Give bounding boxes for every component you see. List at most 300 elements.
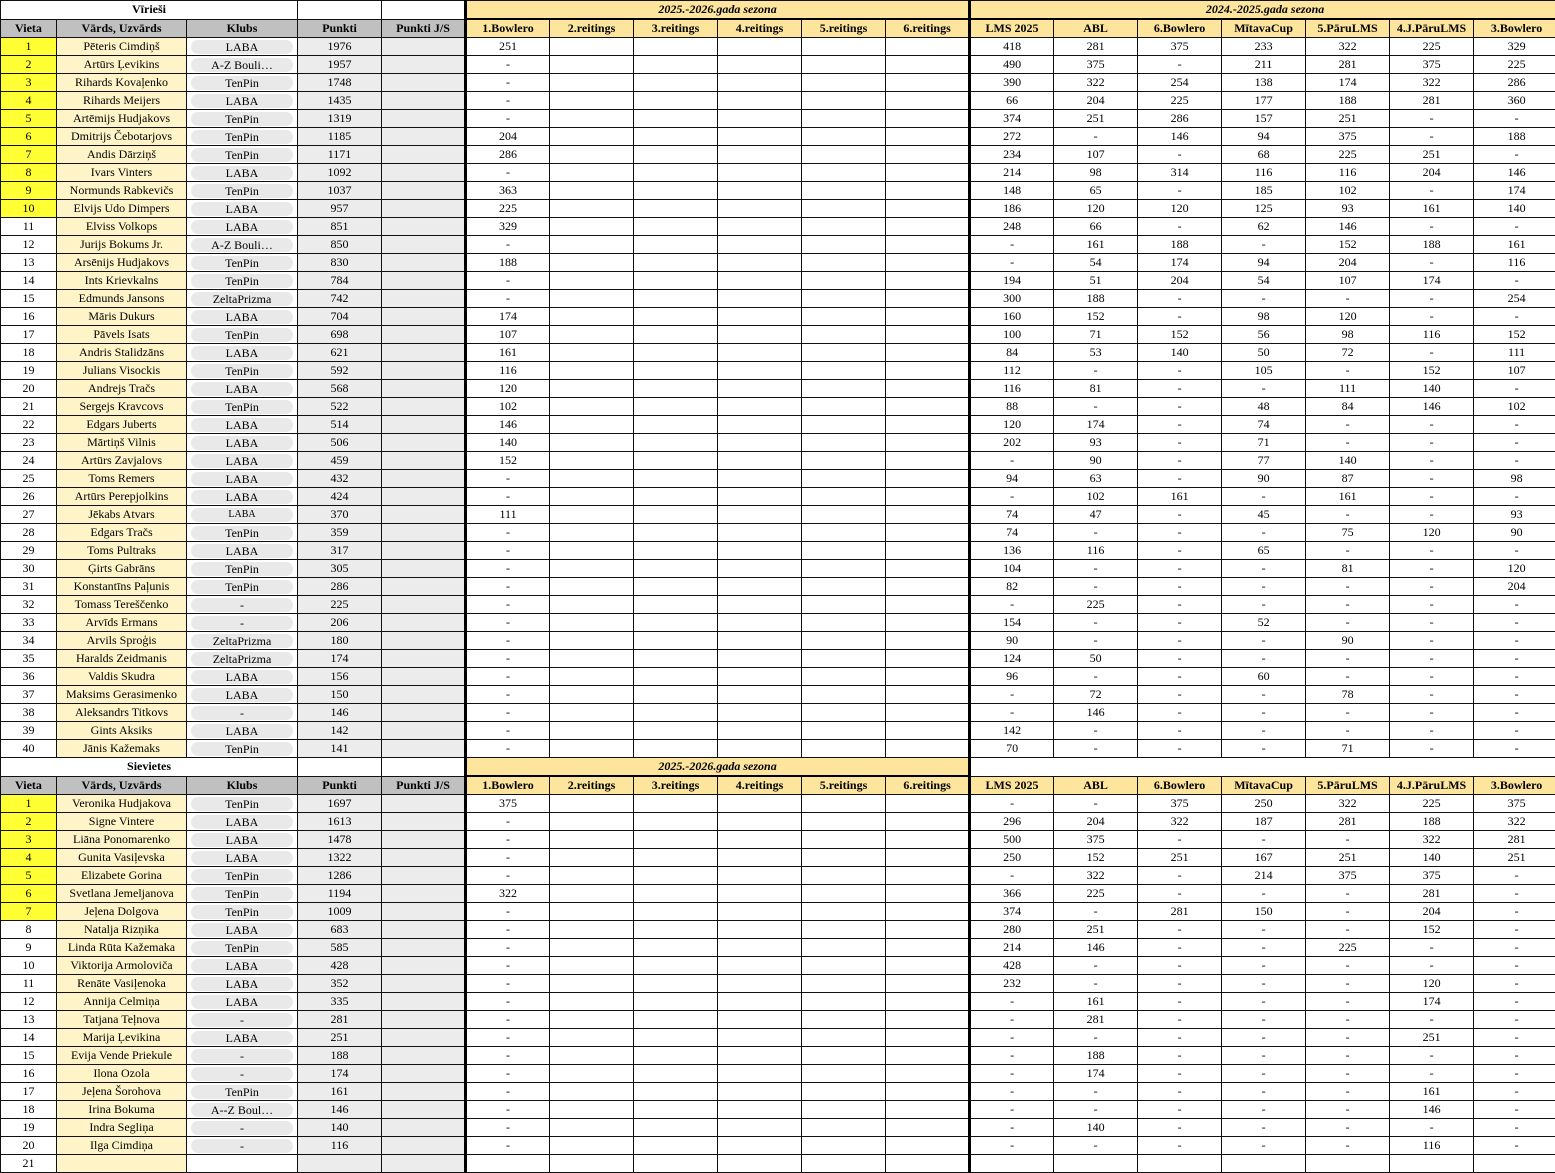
club-badge: LABA — [191, 851, 293, 865]
rank-cell: 19 — [1, 362, 57, 380]
event-score-cell — [802, 38, 886, 56]
event-score-cell: 87 — [1306, 470, 1390, 488]
event-score-cell: - — [1390, 957, 1474, 975]
event-score-cell — [550, 110, 634, 128]
event-score-cell: 152 — [1390, 921, 1474, 939]
player-name-cell: Indra Segliņa — [57, 1119, 187, 1137]
event-score-cell: 90 — [1474, 524, 1555, 542]
event-score-cell: - — [1306, 506, 1390, 524]
event-score-cell: - — [1222, 524, 1306, 542]
event-score-cell: - — [1306, 1083, 1390, 1101]
event-score-cell — [886, 524, 970, 542]
event-score-cell — [802, 344, 886, 362]
event-score-cell — [550, 614, 634, 632]
event-score-cell: 375 — [466, 795, 550, 813]
event-score-cell: - — [466, 686, 550, 704]
player-name-cell: Natalja Rizņika — [57, 921, 187, 939]
column-header: Vārds, Uzvārds — [57, 776, 187, 795]
event-score-cell: 90 — [1054, 452, 1138, 470]
club-badge: LABA — [191, 1031, 293, 1045]
event-score-cell — [634, 596, 718, 614]
event-score-cell — [1054, 1155, 1138, 1173]
event-score-cell: 47 — [1054, 506, 1138, 524]
event-score-cell: - — [1390, 308, 1474, 326]
event-score-cell — [718, 686, 802, 704]
event-score-cell — [550, 921, 634, 939]
event-score-cell: 375 — [1474, 795, 1555, 813]
player-name-cell: Ints Krievkalns — [57, 272, 187, 290]
points-js-cell — [382, 1083, 466, 1101]
event-score-cell: 74 — [1222, 416, 1306, 434]
event-score-cell: - — [1138, 380, 1222, 398]
event-score-cell — [802, 867, 886, 885]
event-score-cell: - — [1390, 1119, 1474, 1137]
club-badge: TenPin — [191, 76, 293, 90]
event-score-cell: - — [1474, 488, 1555, 506]
player-name-cell: Renāte Vasiļenoka — [57, 975, 187, 993]
event-score-cell — [718, 849, 802, 867]
event-score-cell — [718, 542, 802, 560]
club-badge: LABA — [191, 490, 293, 504]
event-score-cell — [718, 921, 802, 939]
event-score-cell: 157 — [1222, 110, 1306, 128]
event-score-cell: 111 — [1306, 380, 1390, 398]
player-name-cell — [57, 1155, 187, 1173]
event-score-cell: 140 — [466, 434, 550, 452]
rank-cell: 38 — [1, 704, 57, 722]
points-cell: 370 — [298, 506, 382, 524]
event-score-cell: 107 — [1054, 146, 1138, 164]
column-header: MītavaCup — [1222, 776, 1306, 795]
event-score-cell — [886, 975, 970, 993]
event-score-cell: 204 — [1138, 272, 1222, 290]
event-score-cell: - — [1474, 272, 1555, 290]
event-score-cell: 94 — [970, 470, 1054, 488]
event-score-cell — [634, 740, 718, 758]
event-score-cell: - — [1390, 722, 1474, 740]
event-score-cell: 146 — [1474, 164, 1555, 182]
club-badge: - — [191, 706, 293, 720]
player-name-cell: Konstantīns Paļunis — [57, 578, 187, 596]
event-score-cell — [886, 1029, 970, 1047]
player-name-cell: Andrejs Tračs — [57, 380, 187, 398]
table-row — [1, 614, 1555, 632]
event-score-cell: 98 — [1474, 470, 1555, 488]
points-js-cell — [382, 957, 466, 975]
points-cell: 1185 — [298, 128, 382, 146]
event-score-cell — [718, 578, 802, 596]
event-score-cell — [634, 957, 718, 975]
event-score-cell: - — [466, 524, 550, 542]
club-cell — [187, 398, 298, 416]
event-score-cell — [550, 578, 634, 596]
event-score-cell: 140 — [1390, 380, 1474, 398]
event-score-cell — [718, 74, 802, 92]
event-score-cell: - — [1390, 128, 1474, 146]
event-score-cell: 418 — [970, 38, 1054, 56]
club-cell — [187, 849, 298, 867]
event-score-cell: 194 — [970, 272, 1054, 290]
player-name-cell: Maksims Gerasimenko — [57, 686, 187, 704]
event-score-cell: 120 — [1138, 200, 1222, 218]
event-score-cell: - — [1138, 560, 1222, 578]
event-score-cell — [634, 1083, 718, 1101]
rank-cell: 30 — [1, 560, 57, 578]
points-cell: 698 — [298, 326, 382, 344]
club-cell — [187, 614, 298, 632]
event-score-cell — [718, 308, 802, 326]
event-score-cell: 225 — [1138, 92, 1222, 110]
table-row — [1, 704, 1555, 722]
event-score-cell: 75 — [1306, 524, 1390, 542]
event-score-cell: 251 — [1054, 110, 1138, 128]
women-title-row — [1, 758, 1555, 777]
event-score-cell — [550, 290, 634, 308]
event-score-cell: - — [466, 56, 550, 74]
club-cell — [187, 92, 298, 110]
player-name-cell: Tatjana Teļnova — [57, 1011, 187, 1029]
event-score-cell: - — [466, 92, 550, 110]
event-score-cell: - — [466, 596, 550, 614]
event-score-cell: 100 — [970, 326, 1054, 344]
event-score-cell — [550, 704, 634, 722]
event-score-cell: 214 — [1222, 867, 1306, 885]
event-score-cell — [718, 975, 802, 993]
event-score-cell — [886, 416, 970, 434]
points-cell: 352 — [298, 975, 382, 993]
event-score-cell: - — [970, 795, 1054, 813]
table-row — [1, 506, 1555, 524]
event-score-cell: - — [1390, 614, 1474, 632]
club-cell — [187, 542, 298, 560]
event-score-cell — [886, 614, 970, 632]
event-score-cell — [550, 542, 634, 560]
points-js-cell — [382, 542, 466, 560]
event-score-cell — [802, 236, 886, 254]
event-score-cell: 102 — [1474, 398, 1555, 416]
event-score-cell: - — [1390, 110, 1474, 128]
event-score-cell: 65 — [1222, 542, 1306, 560]
club-badge: TenPin — [191, 364, 293, 378]
event-score-cell: 98 — [1222, 308, 1306, 326]
event-score-cell — [886, 740, 970, 758]
event-score-cell: - — [1138, 506, 1222, 524]
event-score-cell — [886, 1047, 970, 1065]
event-score-cell: - — [1474, 650, 1555, 668]
event-score-cell — [718, 614, 802, 632]
event-score-cell: - — [466, 272, 550, 290]
event-score-cell — [802, 885, 886, 903]
event-score-cell: 188 — [1474, 128, 1555, 146]
blank-cell — [382, 1, 466, 20]
points-js-cell — [382, 524, 466, 542]
points-cell: 335 — [298, 993, 382, 1011]
event-score-cell: 50 — [1222, 344, 1306, 362]
rank-cell: 25 — [1, 470, 57, 488]
points-js-cell — [382, 668, 466, 686]
event-score-cell: - — [1474, 452, 1555, 470]
event-score-cell: 374 — [970, 110, 1054, 128]
event-score-cell: - — [1138, 416, 1222, 434]
event-score-cell — [718, 903, 802, 921]
event-score-cell — [718, 650, 802, 668]
event-score-cell: 50 — [1054, 650, 1138, 668]
event-score-cell: 188 — [1054, 290, 1138, 308]
event-score-cell: 54 — [1222, 272, 1306, 290]
event-score-cell — [718, 1011, 802, 1029]
points-js-cell — [382, 434, 466, 452]
event-score-cell: 375 — [1138, 795, 1222, 813]
event-score-cell: - — [466, 1065, 550, 1083]
table-row — [1, 957, 1555, 975]
event-score-cell: - — [1474, 614, 1555, 632]
player-name-cell: Toms Pultraks — [57, 542, 187, 560]
event-score-cell: - — [1054, 1029, 1138, 1047]
event-score-cell — [718, 1137, 802, 1155]
event-score-cell: 251 — [1306, 849, 1390, 867]
event-score-cell: 116 — [1306, 164, 1390, 182]
event-score-cell: - — [1138, 308, 1222, 326]
event-score-cell — [634, 182, 718, 200]
points-js-cell — [382, 1137, 466, 1155]
event-score-cell: - — [1138, 686, 1222, 704]
event-score-cell — [634, 1119, 718, 1137]
event-score-cell: 161 — [1138, 488, 1222, 506]
column-header: Punkti J/S — [382, 19, 466, 38]
event-score-cell — [634, 650, 718, 668]
event-score-cell: 251 — [1138, 849, 1222, 867]
event-score-cell: - — [1474, 1029, 1555, 1047]
points-js-cell — [382, 128, 466, 146]
club-badge: LABA — [191, 310, 293, 324]
event-score-cell: - — [1222, 1119, 1306, 1137]
event-score-cell: - — [1138, 452, 1222, 470]
table-row — [1, 200, 1555, 218]
event-score-cell — [886, 146, 970, 164]
event-score-cell — [802, 470, 886, 488]
player-name-cell: Edgars Juberts — [57, 416, 187, 434]
rank-cell: 12 — [1, 993, 57, 1011]
event-score-cell — [1474, 1155, 1555, 1173]
points-cell: 592 — [298, 362, 382, 380]
event-score-cell — [718, 1083, 802, 1101]
club-badge: LABA — [191, 670, 293, 684]
event-score-cell: - — [1138, 1137, 1222, 1155]
event-score-cell — [886, 650, 970, 668]
club-cell — [187, 200, 298, 218]
event-score-cell: - — [1222, 939, 1306, 957]
points-js-cell — [382, 200, 466, 218]
event-score-cell: 177 — [1222, 92, 1306, 110]
club-cell — [187, 560, 298, 578]
table-row — [1, 1011, 1555, 1029]
event-score-cell: 281 — [1474, 831, 1555, 849]
event-score-cell — [886, 290, 970, 308]
event-score-cell: 281 — [1390, 885, 1474, 903]
event-score-cell: 281 — [1054, 1011, 1138, 1029]
event-score-cell: 374 — [970, 903, 1054, 921]
event-score-cell — [886, 795, 970, 813]
event-score-cell: - — [1222, 831, 1306, 849]
event-score-cell: - — [1138, 993, 1222, 1011]
event-score-cell — [718, 885, 802, 903]
club-badge: ZeltaPrizma — [191, 634, 293, 648]
table-row — [1, 1029, 1555, 1047]
event-score-cell — [802, 975, 886, 993]
event-score-cell: - — [970, 867, 1054, 885]
event-score-cell: 167 — [1222, 849, 1306, 867]
event-score-cell — [718, 867, 802, 885]
event-score-cell: 329 — [466, 218, 550, 236]
points-cell: 1037 — [298, 182, 382, 200]
event-score-cell — [886, 668, 970, 686]
event-score-cell — [550, 1047, 634, 1065]
event-score-cell: 116 — [466, 362, 550, 380]
blank-cell — [298, 758, 382, 777]
event-score-cell — [802, 740, 886, 758]
points-js-cell — [382, 578, 466, 596]
table-row — [1, 740, 1555, 758]
event-score-cell — [886, 831, 970, 849]
column-header: 2.reitings — [550, 19, 634, 38]
club-badge: LABA — [191, 202, 293, 216]
table-row — [1, 795, 1555, 813]
table-row — [1, 939, 1555, 957]
event-score-cell: 251 — [1054, 921, 1138, 939]
rank-cell: 4 — [1, 92, 57, 110]
event-score-cell — [718, 632, 802, 650]
event-score-cell — [550, 867, 634, 885]
event-score-cell: 187 — [1222, 813, 1306, 831]
event-score-cell — [886, 110, 970, 128]
event-score-cell: - — [1474, 885, 1555, 903]
event-score-cell — [634, 524, 718, 542]
event-score-cell: - — [1138, 632, 1222, 650]
points-cell: 683 — [298, 921, 382, 939]
event-score-cell: 112 — [970, 362, 1054, 380]
season-previous-header: 2024.-2025.gada sezona — [970, 1, 1555, 20]
event-score-cell: - — [1222, 488, 1306, 506]
event-score-cell: 62 — [1222, 218, 1306, 236]
player-name-cell: Elvijs Udo Dimpers — [57, 200, 187, 218]
player-name-cell: Tomass Tereščenko — [57, 596, 187, 614]
table-row — [1, 686, 1555, 704]
event-score-cell: - — [1054, 632, 1138, 650]
event-score-cell — [886, 632, 970, 650]
event-score-cell: - — [1222, 921, 1306, 939]
event-score-cell: - — [1138, 668, 1222, 686]
event-score-cell: 140 — [1054, 1119, 1138, 1137]
club-cell — [187, 506, 298, 524]
event-score-cell: 54 — [1054, 254, 1138, 272]
event-score-cell: 107 — [466, 326, 550, 344]
event-score-cell: - — [1306, 1029, 1390, 1047]
table-row — [1, 524, 1555, 542]
event-score-cell: - — [1306, 596, 1390, 614]
table-row — [1, 236, 1555, 254]
event-score-cell: - — [1138, 1083, 1222, 1101]
player-name-cell: Normunds Rabkevičs — [57, 182, 187, 200]
event-score-cell: 142 — [970, 722, 1054, 740]
points-js-cell — [382, 398, 466, 416]
event-score-cell — [634, 434, 718, 452]
event-score-cell — [634, 795, 718, 813]
rank-cell: 7 — [1, 903, 57, 921]
event-score-cell: 188 — [1390, 813, 1474, 831]
event-score-cell: 90 — [1306, 632, 1390, 650]
event-score-cell: 152 — [1306, 236, 1390, 254]
table-row — [1, 1065, 1555, 1083]
table-row — [1, 344, 1555, 362]
points-js-cell — [382, 596, 466, 614]
event-score-cell: 375 — [1306, 128, 1390, 146]
rank-cell: 16 — [1, 308, 57, 326]
event-score-cell: - — [1474, 110, 1555, 128]
event-score-cell — [886, 885, 970, 903]
event-score-cell: - — [466, 74, 550, 92]
event-score-cell — [886, 1119, 970, 1137]
event-score-cell: 186 — [970, 200, 1054, 218]
event-score-cell: - — [1138, 362, 1222, 380]
rank-cell: 40 — [1, 740, 57, 758]
table-row — [1, 1119, 1555, 1137]
points-cell: 146 — [298, 1101, 382, 1119]
points-cell: 1171 — [298, 146, 382, 164]
event-score-cell: - — [1390, 596, 1474, 614]
event-score-cell — [886, 704, 970, 722]
event-score-cell: 48 — [1222, 398, 1306, 416]
season-current-header: 2025.-2026.gada sezona — [466, 1, 970, 20]
event-score-cell: - — [466, 722, 550, 740]
points-cell: 188 — [298, 1047, 382, 1065]
event-score-cell — [634, 1101, 718, 1119]
rank-cell: 5 — [1, 110, 57, 128]
event-score-cell — [886, 344, 970, 362]
event-score-cell: 251 — [466, 38, 550, 56]
table-row — [1, 885, 1555, 903]
event-score-cell: - — [1474, 921, 1555, 939]
event-score-cell — [550, 668, 634, 686]
event-score-cell: 120 — [1306, 308, 1390, 326]
event-score-cell: 146 — [1138, 128, 1222, 146]
event-score-cell — [802, 182, 886, 200]
event-score-cell: - — [970, 1137, 1054, 1155]
club-badge: A-Z Bouli… — [191, 238, 293, 252]
points-cell: 1613 — [298, 813, 382, 831]
event-score-cell — [634, 92, 718, 110]
event-score-cell: 152 — [1474, 326, 1555, 344]
event-score-cell: - — [1222, 560, 1306, 578]
event-score-cell: - — [1306, 831, 1390, 849]
event-score-cell — [550, 686, 634, 704]
points-js-cell — [382, 867, 466, 885]
event-score-cell: - — [466, 921, 550, 939]
event-score-cell: 254 — [1138, 74, 1222, 92]
player-name-cell: Julians Visockis — [57, 362, 187, 380]
event-score-cell: 146 — [1390, 398, 1474, 416]
points-js-cell — [382, 632, 466, 650]
event-score-cell — [886, 560, 970, 578]
event-score-cell: - — [1138, 596, 1222, 614]
event-score-cell — [550, 74, 634, 92]
event-score-cell: 204 — [1390, 164, 1474, 182]
event-score-cell: - — [1390, 939, 1474, 957]
club-cell — [187, 939, 298, 957]
event-score-cell: - — [1390, 434, 1474, 452]
table-row — [1, 416, 1555, 434]
event-score-cell: - — [1138, 1011, 1222, 1029]
event-score-cell: 120 — [466, 380, 550, 398]
